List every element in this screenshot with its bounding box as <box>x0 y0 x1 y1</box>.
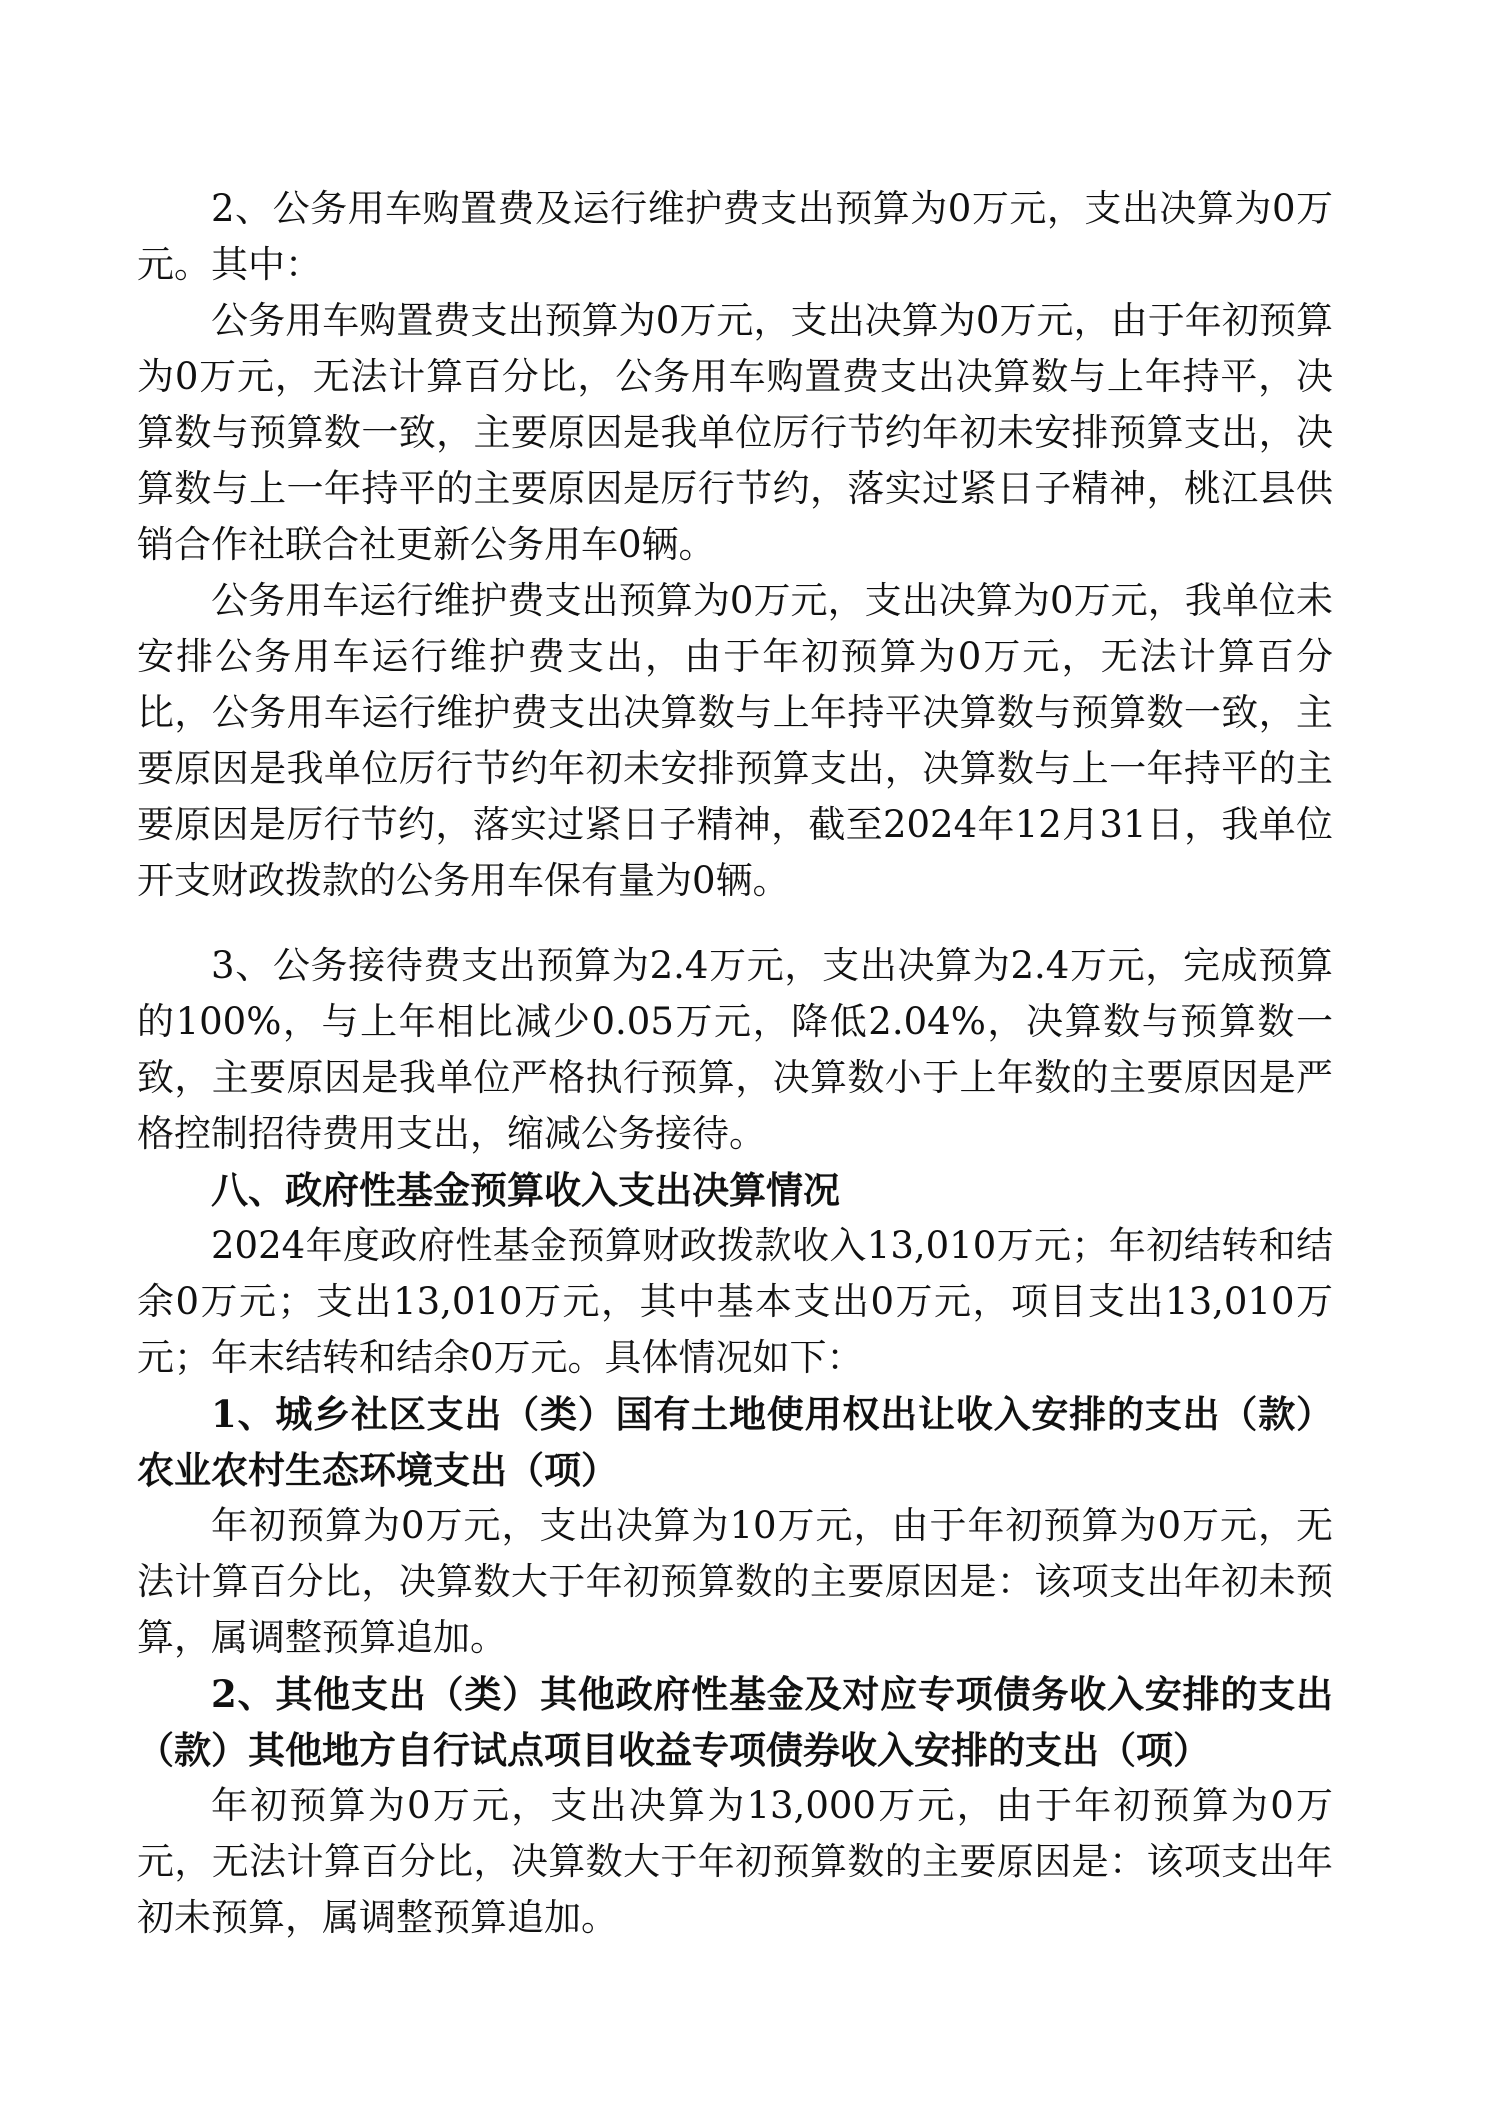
section-heading-fund: 八、政府性基金预算收入支出决算情况 <box>211 1168 840 1212</box>
paragraph-urban-rural: 年初预算为0万元，支出决算为10万元，由于年初预算为0万元，无法计算百分比，决算数大于年初预算数的主要原因是：该项支出年初未预算，属调整预算追加。 <box>137 1504 1333 1659</box>
paragraph-vehicle-maintenance: 公务用车运行维护费支出预算为0万元，支出决算为0万元，我单位未安排公务用车运行维护费支出，由于年初预算为0万元，无法计算百分比，公务用车运行维护费支出决算数与上年持平决算数与预算数一致，主要原因是我单位厉行节约年初未安排预算支出，决算数与上一年持平的主要原因是厉行节约，落实过紧日子精神，截至2024年12月31日，我单位开支财政拨款的公务用车保有量为0辆。 <box>137 579 1333 902</box>
paragraph-other-expenditure: 年初预算为0万元，支出决算为13,000万元，由于年初预算为0万元，无法计算百分比，决算数大于年初预算数的主要原因是：该项支出年初未预算，属调整预算追加。 <box>137 1784 1333 1939</box>
subheading-urban-rural: 1、城乡社区支出（类）国有土地使用权出让收入安排的支出（款）农业农村生态环境支出（项） <box>137 1392 1333 1492</box>
paragraph-reception: 3、公务接待费支出预算为2.4万元，支出决算为2.4万元，完成预算的100%，与上年相比减少0.05万元，降低2.04%，决算数与预算数一致，主要原因是我单位严格执行预算，决算数小于上年数的主要原因是严格控制招待费用支出，缩减公务接待。 <box>137 944 1333 1155</box>
paragraph-vehicle-purchase: 公务用车购置费支出预算为0万元，支出决算为0万元，由于年初预算为0万元，无法计算百分比，公务用车购置费支出决算数与上年持平，决算数与预算数一致，主要原因是我单位厉行节约年初未安排预算支出，决算数与上一年持平的主要原因是厉行节约，落实过紧日子精神，桃江县供销合作社联合社更新公务用车0辆。 <box>137 299 1333 566</box>
paragraph-vehicle-summary: 2、公务用车购置费及运行维护费支出预算为0万元，支出决算为0万元。其中： <box>137 187 1333 286</box>
document-body <box>137 181 1333 1946</box>
paragraph-fund-overview: 2024年度政府性基金预算财政拨款收入13,010万元；年初结转和结余0万元；支出13,010万元，其中基本支出0万元，项目支出13,010万元；年末结转和结余0万元。具体情况如下： <box>137 1224 1333 1379</box>
subheading-other-expenditure: 2、其他支出（类）其他政府性基金及对应专项债务收入安排的支出（款）其他地方自行试点项目收益专项债券收入安排的支出（项） <box>137 1672 1333 1772</box>
